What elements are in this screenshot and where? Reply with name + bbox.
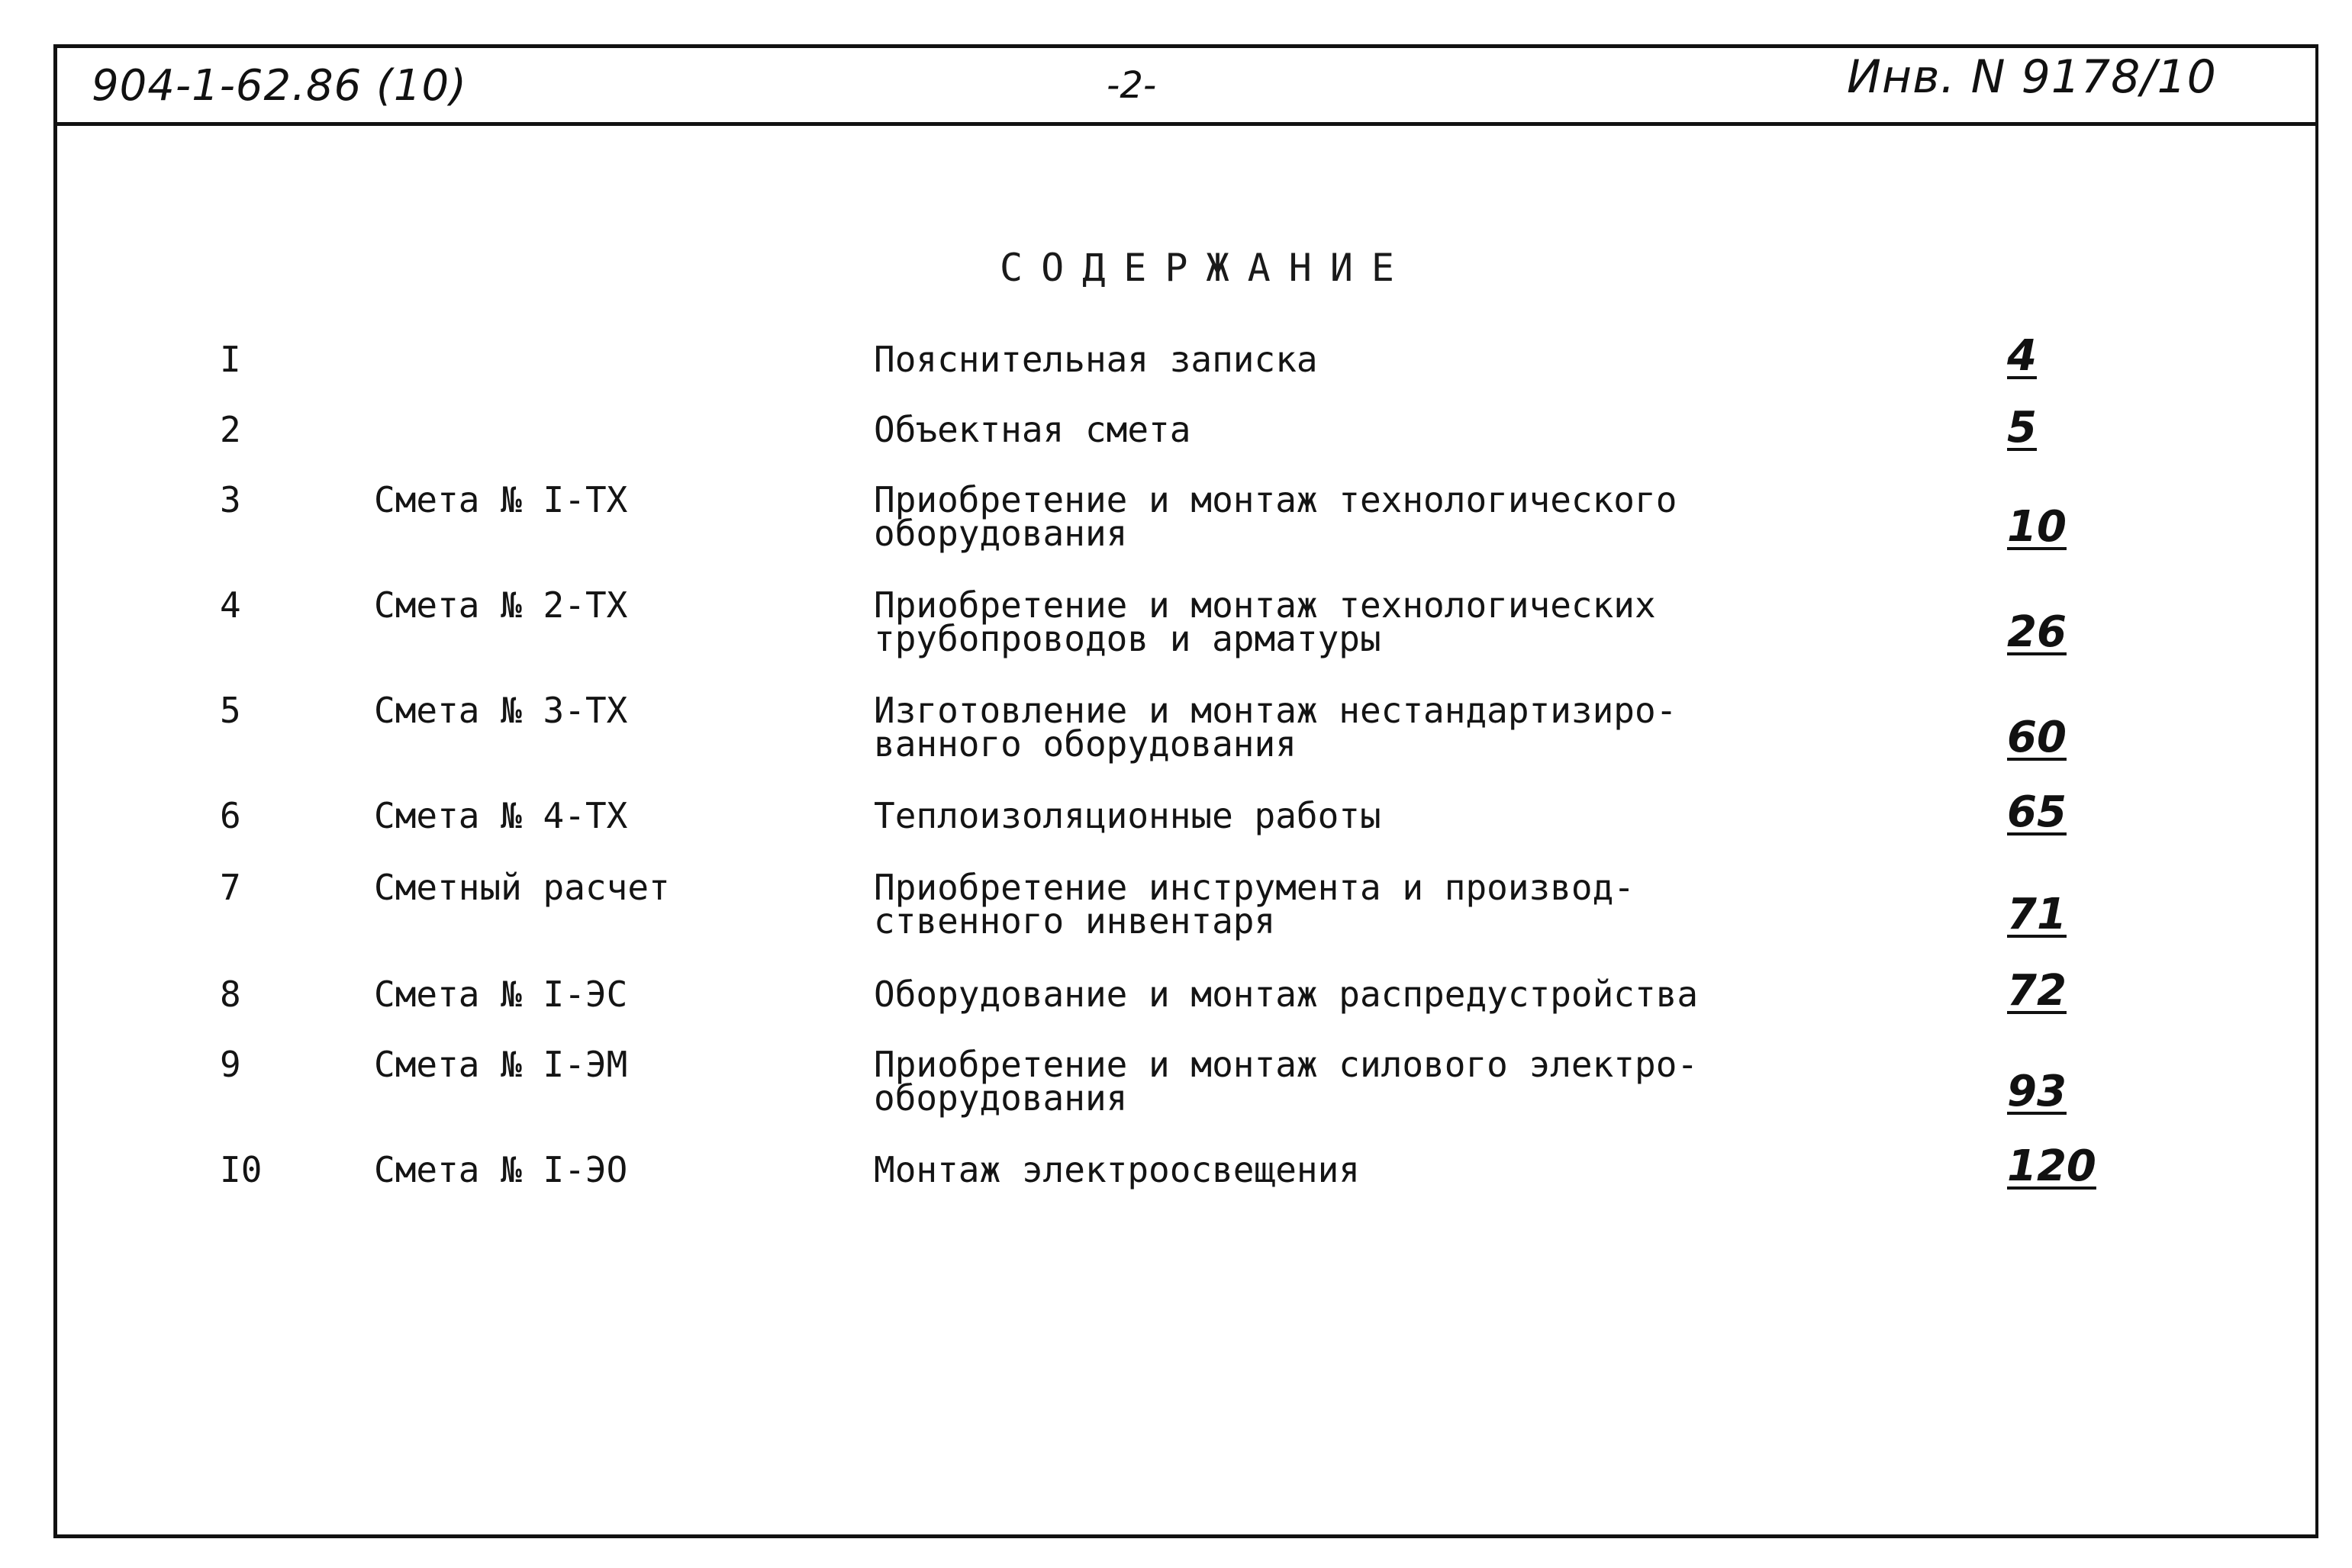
row-estimate-ref: Смета № I-ЭС (374, 974, 628, 1015)
row-number: 5 (220, 690, 241, 731)
row-page-number: 72 (2007, 966, 2067, 1016)
row-description: Оборудование и монтаж распредустройства (874, 974, 1699, 1015)
row-page-number: 10 (2007, 502, 2067, 552)
row-number: I0 (220, 1149, 263, 1190)
inventory-number: Инв. N 9178/10 (1847, 50, 2217, 104)
row-description-cont: ванного оборудования (874, 723, 1297, 765)
row-number: 4 (220, 584, 241, 626)
row-description: Приобретение и монтаж силового электро- (874, 1044, 1699, 1085)
page-number: -2- (1107, 64, 1157, 107)
row-description: Объектная смета (874, 409, 1191, 450)
row-page-number: 93 (2007, 1067, 2067, 1116)
row-page-number: 26 (2007, 607, 2067, 657)
row-number: 7 (220, 867, 241, 908)
row-description-cont: оборудования (874, 1077, 1128, 1119)
row-number: 6 (220, 795, 241, 836)
row-page-number: 120 (2007, 1141, 2096, 1191)
row-number: 3 (220, 479, 241, 520)
row-description: Пояснительная записка (874, 339, 1318, 380)
row-estimate-ref: Смета № I-ЭО (374, 1149, 628, 1190)
row-number: I (220, 339, 241, 380)
row-estimate-ref: Сметный расчет (374, 867, 670, 908)
row-estimate-ref: Смета № 3-ТХ (374, 690, 628, 731)
row-page-number: 60 (2007, 713, 2067, 762)
row-page-number: 71 (2007, 890, 2067, 939)
row-description: Теплоизоляционные работы (874, 795, 1381, 836)
row-page-number: 5 (2007, 403, 2037, 452)
document-code: 904-1-62.86 (10) (92, 61, 467, 111)
row-number: 9 (220, 1044, 241, 1085)
header-divider (57, 122, 2316, 126)
contents-title: СОДЕРЖАНИЕ (1000, 246, 1413, 290)
row-description: Приобретение инструмента и производ- (874, 867, 1635, 908)
row-page-number: 65 (2007, 787, 2067, 837)
row-description-cont: оборудования (874, 513, 1128, 554)
row-number: 2 (220, 409, 241, 450)
row-estimate-ref: Смета № I-ТХ (374, 479, 628, 520)
row-description-cont: трубопроводов и арматуры (874, 618, 1381, 659)
row-estimate-ref: Смета № 4-ТХ (374, 795, 628, 836)
row-estimate-ref: Смета № I-ЭМ (374, 1044, 628, 1085)
row-description: Изготовление и монтаж нестандартизиро- (874, 690, 1677, 731)
row-description: Приобретение и монтаж технологических (874, 584, 1656, 626)
row-number: 8 (220, 974, 241, 1015)
row-page-number: 4 (2007, 331, 2037, 381)
row-description: Монтаж электроосвещения (874, 1149, 1360, 1190)
row-estimate-ref: Смета № 2-ТХ (374, 584, 628, 626)
row-description: Приобретение и монтаж технологического (874, 479, 1677, 520)
row-description-cont: ственного инвентаря (874, 900, 1276, 942)
